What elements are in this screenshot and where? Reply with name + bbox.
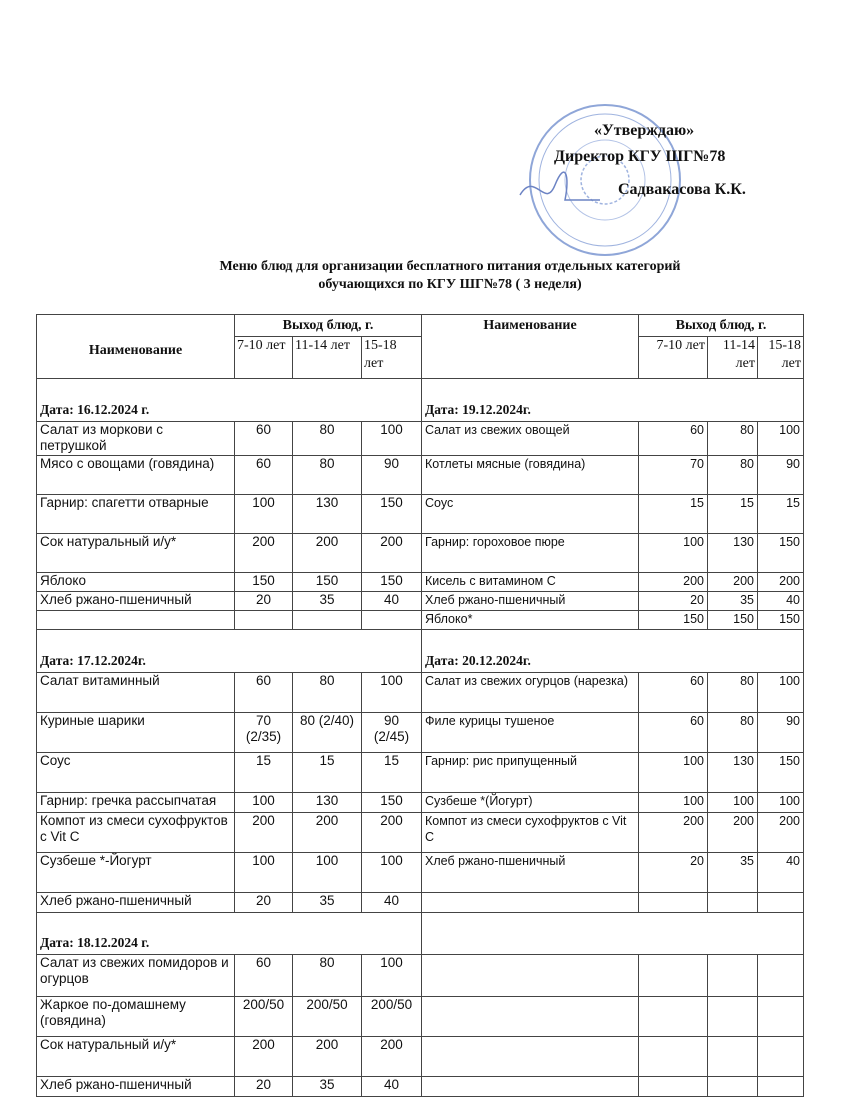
- age-7-10-right: 7-10 лет: [639, 337, 708, 379]
- title-line-1: Меню блюд для организации бесплатного питания отдельных категорий: [219, 259, 681, 274]
- date-label-right: [422, 913, 804, 955]
- portion-value-left: 40: [362, 893, 422, 913]
- portion-value-right: 200: [708, 573, 758, 592]
- dish-name-right: Компот из смеси сухофруктов с Vit C: [422, 813, 639, 853]
- portion-value-right: [708, 955, 758, 997]
- dish-name-right: [422, 1037, 639, 1077]
- portion-value-right: 130: [708, 534, 758, 573]
- dish-name-right: [422, 997, 639, 1037]
- portion-value-left: 35: [293, 893, 362, 913]
- portion-value-left: 80: [293, 673, 362, 713]
- portion-value-left: [362, 611, 422, 630]
- portion-value-left: 150: [235, 573, 293, 592]
- dish-name-right: Салат из свежих огурцов (нарезка): [422, 673, 639, 713]
- approval-heading: «Утверждаю»: [594, 122, 695, 139]
- portion-value-right: [639, 893, 708, 913]
- dish-name-left: Хлеб ржано-пшеничный: [37, 893, 235, 913]
- menu-row: [37, 1077, 804, 1097]
- portion-value-right: 15: [758, 495, 804, 534]
- portion-value-left: 80: [293, 955, 362, 997]
- menu-row: [37, 893, 804, 913]
- dish-name-right: Гарнир: гороховое пюре: [422, 534, 639, 573]
- portion-value-right: 150: [639, 611, 708, 630]
- date-label-left: Дата: 16.12.2024 г.: [37, 379, 422, 422]
- portion-value-left: 100: [235, 853, 293, 893]
- menu-row: [37, 997, 804, 1037]
- dish-name-right: [422, 893, 639, 913]
- portion-value-right: 200: [639, 573, 708, 592]
- portion-value-right: 100: [639, 534, 708, 573]
- portion-value-left: 200: [235, 1037, 293, 1077]
- age-11-14-right: 11-14 лет: [708, 337, 758, 379]
- dish-name-right: [422, 1077, 639, 1097]
- age-7-10-left: 7-10 лет: [235, 337, 293, 379]
- portion-value-right: 80: [708, 422, 758, 456]
- output-header-right: Выход блюд, г.: [639, 315, 804, 337]
- portion-value-left: 90 (2/45): [362, 713, 422, 753]
- portion-value-left: 100: [235, 793, 293, 813]
- date-label-left: Дата: 18.12.2024 г.: [37, 913, 422, 955]
- menu-row: [37, 713, 804, 753]
- approval-name: Садвакасова К.К.: [618, 181, 746, 198]
- page-title: [130, 258, 770, 294]
- portion-value-left: 200: [235, 534, 293, 573]
- portion-value-left: 80 (2/40): [293, 713, 362, 753]
- portion-value-left: 20: [235, 1077, 293, 1097]
- dish-name-left: Салат витаминный: [37, 673, 235, 713]
- portion-value-right: [708, 1077, 758, 1097]
- portion-value-left: 80: [293, 422, 362, 456]
- portion-value-left: 60: [235, 456, 293, 495]
- menu-row: [37, 673, 804, 713]
- portion-value-left: 100: [362, 673, 422, 713]
- portion-value-right: [708, 997, 758, 1037]
- portion-value-right: 100: [708, 793, 758, 813]
- portion-value-left: 100: [362, 955, 422, 997]
- portion-value-right: 80: [708, 456, 758, 495]
- name-header-right: Наименование: [422, 315, 639, 379]
- portion-value-right: 20: [639, 592, 708, 611]
- portion-value-right: 150: [758, 753, 804, 793]
- menu-row: [37, 1037, 804, 1077]
- portion-value-right: 100: [639, 753, 708, 793]
- menu-row: [37, 422, 804, 456]
- portion-value-right: 40: [758, 592, 804, 611]
- portion-value-right: 150: [758, 534, 804, 573]
- portion-value-left: 100: [362, 853, 422, 893]
- portion-value-left: 20: [235, 893, 293, 913]
- menu-table: [36, 314, 804, 1097]
- portion-value-left: 130: [293, 495, 362, 534]
- portion-value-left: [235, 611, 293, 630]
- portion-value-right: [708, 893, 758, 913]
- portion-value-left: 80: [293, 456, 362, 495]
- portion-value-left: 200: [293, 534, 362, 573]
- portion-value-right: 100: [758, 422, 804, 456]
- portion-value-right: [639, 1037, 708, 1077]
- portion-value-left: 200: [362, 1037, 422, 1077]
- dish-name-left: Сок натуральный и/у*: [37, 534, 235, 573]
- date-label-left: Дата: 17.12.2024г.: [37, 630, 422, 673]
- portion-value-left: 60: [235, 422, 293, 456]
- date-label-right: Дата: 19.12.2024г.: [422, 379, 804, 422]
- portion-value-left: 40: [362, 1077, 422, 1097]
- portion-value-right: 35: [708, 853, 758, 893]
- portion-value-left: 200: [293, 813, 362, 853]
- dish-name-right: Кисель с витамином С: [422, 573, 639, 592]
- date-row: [37, 630, 804, 673]
- portion-value-right: 70: [639, 456, 708, 495]
- portion-value-left: 40: [362, 592, 422, 611]
- dish-name-left: Салат из моркови с петрушкой: [37, 422, 235, 456]
- dish-name-right: Салат из свежих овощей: [422, 422, 639, 456]
- portion-value-right: 40: [758, 853, 804, 893]
- approval-director: Директор КГУ ШГ№78: [554, 148, 726, 165]
- dish-name-right: Хлеб ржано-пшеничный: [422, 592, 639, 611]
- menu-row: [37, 456, 804, 495]
- dish-name-right: Филе курицы тушеное: [422, 713, 639, 753]
- portion-value-left: 60: [235, 673, 293, 713]
- portion-value-right: 100: [639, 793, 708, 813]
- dish-name-left: Гарнир: гречка рассыпчатая: [37, 793, 235, 813]
- portion-value-left: 200/50: [235, 997, 293, 1037]
- dish-name-left: Яблоко: [37, 573, 235, 592]
- dish-name-right: Соус: [422, 495, 639, 534]
- portion-value-left: 150: [362, 495, 422, 534]
- menu-row: [37, 611, 804, 630]
- portion-value-right: [639, 1077, 708, 1097]
- portion-value-right: [639, 955, 708, 997]
- portion-value-left: 200: [362, 534, 422, 573]
- portion-value-right: 150: [758, 611, 804, 630]
- portion-value-left: 200: [235, 813, 293, 853]
- dish-name-right: [422, 955, 639, 997]
- portion-value-left: 15: [293, 753, 362, 793]
- portion-value-left: 200: [362, 813, 422, 853]
- menu-row: [37, 793, 804, 813]
- age-15-18-right: 15-18 лет: [758, 337, 804, 379]
- portion-value-left: 20: [235, 592, 293, 611]
- portion-value-right: 130: [708, 753, 758, 793]
- portion-value-left: 35: [293, 592, 362, 611]
- title-line-2: обучающихся по КГУ ШГ№78 ( 3 неделя): [318, 277, 582, 292]
- portion-value-left: 150: [362, 573, 422, 592]
- menu-row: [37, 753, 804, 793]
- portion-value-left: 15: [362, 753, 422, 793]
- portion-value-right: [758, 1077, 804, 1097]
- dish-name-right: Яблоко*: [422, 611, 639, 630]
- name-header-left: Наименование: [37, 315, 235, 379]
- dish-name-left: Сок натуральный и/у*: [37, 1037, 235, 1077]
- portion-value-left: 200: [293, 1037, 362, 1077]
- portion-value-left: 150: [362, 793, 422, 813]
- portion-value-right: [758, 997, 804, 1037]
- portion-value-right: 90: [758, 713, 804, 753]
- age-15-18-left: 15-18 лет: [362, 337, 422, 379]
- portion-value-right: 200: [758, 573, 804, 592]
- portion-value-left: 100: [235, 495, 293, 534]
- dish-name-left: Хлеб ржано-пшеничный: [37, 1077, 235, 1097]
- portion-value-left: 200/50: [362, 997, 422, 1037]
- portion-value-left: 35: [293, 1077, 362, 1097]
- portion-value-right: 60: [639, 422, 708, 456]
- portion-value-right: 80: [708, 713, 758, 753]
- menu-row: [37, 853, 804, 893]
- menu-row: [37, 955, 804, 997]
- date-label-right: Дата: 20.12.2024г.: [422, 630, 804, 673]
- portion-value-right: 90: [758, 456, 804, 495]
- dish-name-left: Жаркое по-домашнему (говядина): [37, 997, 235, 1037]
- dish-name-left: Салат из свежих помидоров и огурцов: [37, 955, 235, 997]
- portion-value-right: [639, 997, 708, 1037]
- dish-name-left: Мясо с овощами (говядина): [37, 456, 235, 495]
- dish-name-left: [37, 611, 235, 630]
- portion-value-left: 90: [362, 456, 422, 495]
- menu-row: [37, 495, 804, 534]
- menu-row: [37, 813, 804, 853]
- portion-value-right: 60: [639, 713, 708, 753]
- portion-value-left: 100: [293, 853, 362, 893]
- portion-value-right: 100: [758, 793, 804, 813]
- menu-row: [37, 534, 804, 573]
- date-row: [37, 913, 804, 955]
- dish-name-right: Гарнир: рис припущенный: [422, 753, 639, 793]
- portion-value-left: 130: [293, 793, 362, 813]
- portion-value-right: [758, 955, 804, 997]
- portion-value-right: 35: [708, 592, 758, 611]
- portion-value-left: 100: [362, 422, 422, 456]
- portion-value-right: 15: [708, 495, 758, 534]
- portion-value-right: 80: [708, 673, 758, 713]
- dish-name-left: Гарнир: спагетти отварные: [37, 495, 235, 534]
- portion-value-right: 200: [708, 813, 758, 853]
- menu-row: [37, 573, 804, 592]
- portion-value-right: 100: [758, 673, 804, 713]
- date-row: [37, 379, 804, 422]
- portion-value-left: 200/50: [293, 997, 362, 1037]
- menu-row: [37, 592, 804, 611]
- portion-value-right: 20: [639, 853, 708, 893]
- portion-value-right: [758, 893, 804, 913]
- approval-block: [540, 118, 840, 203]
- dish-name-left: Куриные шарики: [37, 713, 235, 753]
- portion-value-left: 60: [235, 955, 293, 997]
- portion-value-right: 200: [758, 813, 804, 853]
- portion-value-right: 200: [639, 813, 708, 853]
- dish-name-left: Компот из смеси сухофруктов с Vit C: [37, 813, 235, 853]
- portion-value-right: 60: [639, 673, 708, 713]
- output-header-left: Выход блюд, г.: [235, 315, 422, 337]
- portion-value-left: 150: [293, 573, 362, 592]
- dish-name-left: Сузбеше *-Йогурт: [37, 853, 235, 893]
- dish-name-right: Котлеты мясные (говядина): [422, 456, 639, 495]
- portion-value-right: 150: [708, 611, 758, 630]
- age-11-14-left: 11-14 лет: [293, 337, 362, 379]
- portion-value-left: 70 (2/35): [235, 713, 293, 753]
- portion-value-left: [293, 611, 362, 630]
- portion-value-left: 15: [235, 753, 293, 793]
- dish-name-left: Соус: [37, 753, 235, 793]
- dish-name-right: Сузбеше *(Йогурт): [422, 793, 639, 813]
- dish-name-right: Хлеб ржано-пшеничный: [422, 853, 639, 893]
- portion-value-right: [758, 1037, 804, 1077]
- portion-value-right: [708, 1037, 758, 1077]
- dish-name-left: Хлеб ржано-пшеничный: [37, 592, 235, 611]
- portion-value-right: 15: [639, 495, 708, 534]
